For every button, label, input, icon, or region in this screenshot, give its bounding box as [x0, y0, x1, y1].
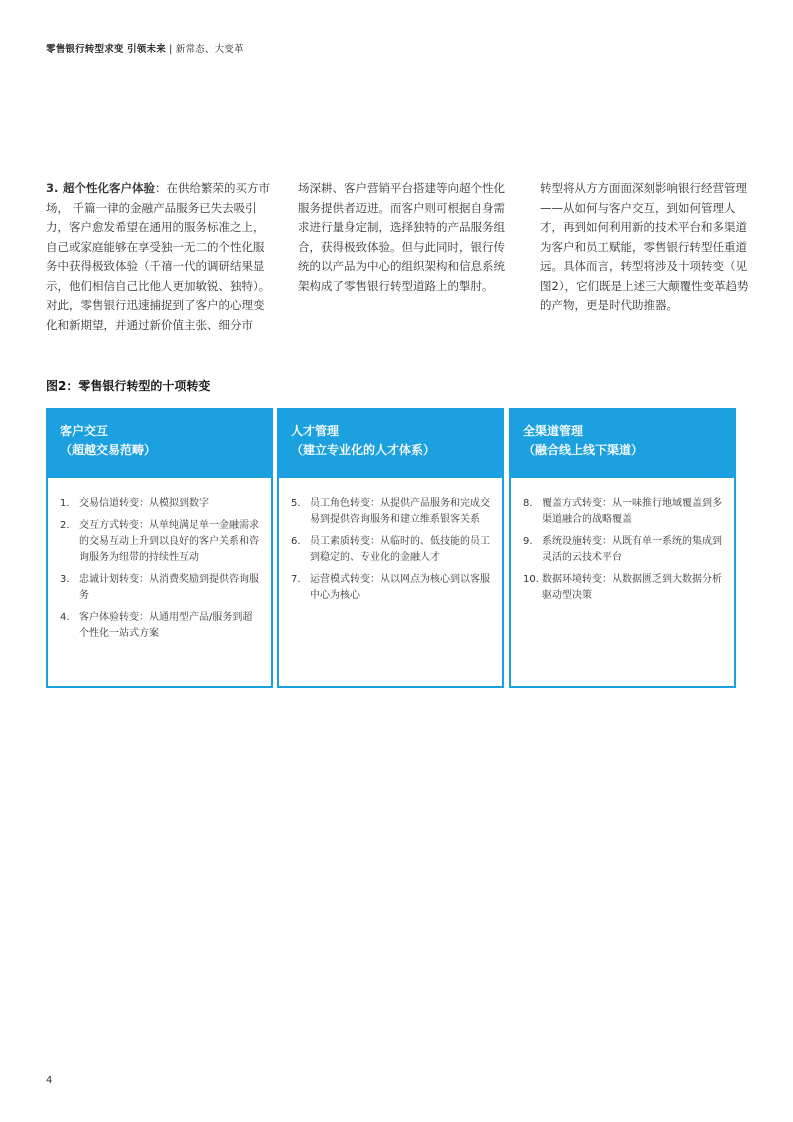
item-number: 10. [523, 574, 539, 585]
item-text: 覆盖方式转变：从一味推行地域覆盖到多渠道融合的战略覆盖 [542, 498, 722, 525]
figure-box-talent-management [277, 408, 504, 688]
item-text: 数据环境转变：从数据匮乏到大数据分析驱动型决策 [542, 574, 722, 601]
figure-box-customer-interaction [46, 408, 273, 688]
text-column-2: 场深耕、客户营销平台搭建等向超个性化服务提供者迈进。而客户则可根据自身需求进行量身定制，选择独特的产品服务组合，获得极致体验。但与此同时，银行传统的以产品为中心的组织架构和信息系统架构成了零售银行转型道路上的掣肘。 [298, 181, 505, 293]
box-title: 客户交互 [60, 424, 109, 438]
box-title: 全渠道管理 [523, 424, 584, 438]
item-number: 7. [291, 574, 301, 585]
header-subtitle: 新常态、大变革 [175, 44, 244, 55]
item-text: 客户体验转变：从通用型产品/服务到超个性化一站式方案 [79, 612, 253, 639]
header-separator: | [165, 44, 176, 55]
list-item [60, 572, 261, 604]
item-text: 员工素质转变：从临时的、低技能的员工到稳定的、专业化的金融人才 [310, 536, 490, 563]
item-number: 5. [291, 498, 301, 509]
list-item [523, 534, 724, 566]
box-header [511, 410, 734, 478]
box-title: 人才管理 [291, 424, 340, 438]
item-text: 交易信道转变：从模拟到数字 [79, 498, 209, 509]
list-item [523, 496, 724, 528]
list-item [60, 496, 261, 512]
item-text: 忠诚计划转变：从消费奖励到提供咨询服务 [79, 574, 259, 601]
item-text: 交互方式转变：从单纯满足单一金融需求的交易互动上升到以良好的客户关系和咨询服务为纽带的持续性互动 [79, 520, 259, 563]
running-header [46, 41, 244, 55]
list-item [60, 518, 261, 566]
item-text: 系统设施转变：从既有单一系统的集成到灵活的云技术平台 [542, 536, 722, 563]
paragraph-number: 3. [46, 181, 59, 195]
header-title: 零售银行转型求变 引领未来 [46, 44, 166, 55]
list-item [60, 610, 261, 642]
numbered-paragraph [46, 179, 272, 335]
box-subtitle: （建立专业化的人才体系） [291, 443, 436, 457]
item-number: 4. [60, 612, 70, 623]
item-text: 员工角色转变：从提供产品服务和完成交易到提供咨询服务和建立维系银客关系 [310, 498, 490, 525]
list-item [291, 534, 492, 566]
text-column-1 [46, 179, 272, 335]
item-number: 3. [60, 574, 70, 585]
figure-box-omnichannel-management [509, 408, 736, 688]
box-subtitle: （超越交易范畴） [60, 443, 157, 457]
box-subtitle: （融合线上线下渠道） [523, 443, 644, 457]
list-item [291, 496, 492, 528]
transformation-list [511, 478, 734, 604]
item-number: 9. [523, 536, 533, 547]
figure-title: 图2：零售银行转型的十项转变 [46, 379, 211, 393]
text-column-3: 转型将从方方面面深刻影响银行经营管理——从如何与客户交互，到如何管理人才，再到如何利用新的技术平台和多渠道为客户和员工赋能，零售银行转型任重道远。具体而言，转型将涉及十项转变（见图2），它们既是上述三大颠覆性变革趋势的产物，更是时代助推器。 [540, 181, 749, 312]
paragraph-body: ：在供给繁荣的买方市场， 千篇一律的金融产品服务已失去吸引力，客户愈发希望在通用的服务标准之上，自己或家庭能够在享受独一无二的个性化服务中获得极致体验（千禧一代的调研结果显示，他们相信自己比他人更加敏锐、独特）。对此，零售银行迅速捕捉到了客户的心理变化和新期望，并通过新价值主张、细分市 [46, 181, 271, 332]
paragraph-lead: 超个性化客户体验 [63, 181, 155, 195]
item-number: 6. [291, 536, 301, 547]
list-item [523, 572, 724, 604]
page-number: 4 [46, 1075, 53, 1086]
item-number: 2. [60, 520, 70, 531]
item-number: 1. [60, 498, 70, 509]
item-number: 8. [523, 498, 533, 509]
list-item [291, 572, 492, 604]
box-header [279, 410, 502, 478]
transformation-list [279, 478, 502, 604]
item-text: 运营模式转变：从以网点为核心到以客服中心为核心 [310, 574, 490, 601]
transformation-list [48, 478, 271, 642]
box-header [48, 410, 271, 478]
